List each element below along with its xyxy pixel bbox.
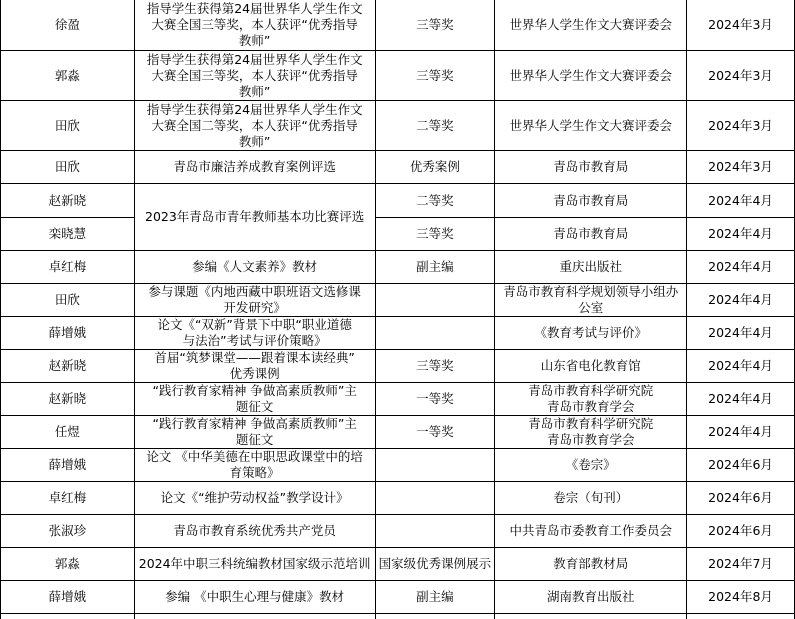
table-row bbox=[1, 614, 795, 619]
text-line: 开发研究》 bbox=[223, 300, 286, 315]
date-text: 2024年4月 bbox=[708, 358, 773, 373]
text-line: 大赛全国三等奖，本人获评“优秀指导 bbox=[151, 67, 358, 83]
date-cell bbox=[687, 449, 795, 482]
organization-cell bbox=[495, 317, 687, 350]
project-cell bbox=[134, 581, 375, 614]
award-cell bbox=[375, 350, 495, 383]
award-cell bbox=[375, 284, 495, 317]
text-line: 参编《人文素养》教材 bbox=[192, 259, 318, 274]
organization-cell bbox=[495, 0, 687, 51]
organization-cell bbox=[495, 51, 687, 101]
project-cell bbox=[134, 151, 375, 184]
text-line: 青岛市教育局 bbox=[553, 226, 629, 241]
project-cell bbox=[134, 0, 375, 51]
table-row bbox=[1, 0, 795, 51]
text-line: 指导学生获得第24届世界华人学生作文 bbox=[146, 51, 363, 67]
organization-cell bbox=[495, 218, 687, 251]
date-cell bbox=[687, 614, 795, 619]
person-name: 张淑珍 bbox=[48, 523, 87, 538]
organization-cell bbox=[495, 284, 687, 317]
award-cell bbox=[375, 151, 495, 184]
name-cell bbox=[1, 0, 135, 51]
text-line: 参编 《中职生心理与健康》教材 bbox=[165, 589, 345, 604]
organization-cell bbox=[495, 151, 687, 184]
table-row bbox=[1, 449, 795, 482]
text-line: 优秀课例 bbox=[229, 366, 280, 381]
award-cell bbox=[375, 317, 495, 350]
organization-cell bbox=[495, 515, 687, 548]
table-row bbox=[1, 184, 795, 218]
date-cell bbox=[687, 284, 795, 317]
text-line: 青岛市教育学会 bbox=[546, 432, 635, 447]
date-cell bbox=[687, 101, 795, 151]
award-cell bbox=[375, 449, 495, 482]
table-row bbox=[1, 101, 795, 151]
award-text: 二等奖 bbox=[416, 117, 454, 133]
project-cell bbox=[134, 251, 375, 284]
date-cell bbox=[687, 317, 795, 350]
person-name: 栾晓慧 bbox=[48, 226, 87, 241]
table-row bbox=[1, 482, 795, 515]
name-cell bbox=[1, 449, 135, 482]
text-line: 题征文 bbox=[235, 399, 274, 414]
date-cell bbox=[687, 0, 795, 51]
award-cell bbox=[375, 614, 495, 619]
text-line: 青岛市教育科学研究院 bbox=[528, 383, 654, 398]
award-cell bbox=[375, 251, 495, 284]
text-line: 教师” bbox=[238, 83, 271, 99]
award-text: 副主编 bbox=[416, 259, 454, 274]
organization-cell bbox=[495, 482, 687, 515]
project-cell bbox=[134, 350, 375, 383]
award-cell bbox=[375, 482, 495, 515]
text-line: 教师” bbox=[238, 32, 271, 48]
award-cell bbox=[375, 515, 495, 548]
date-text: 2024年4月 bbox=[708, 391, 773, 406]
award-cell bbox=[375, 101, 495, 151]
award-text: 一等奖 bbox=[416, 391, 454, 406]
person-name: 徐盈 bbox=[54, 16, 80, 32]
text-line: 世界华人学生作文大赛评委会 bbox=[509, 16, 672, 32]
project-cell bbox=[134, 284, 375, 317]
date-text: 2024年6月 bbox=[708, 523, 773, 538]
date-cell bbox=[687, 350, 795, 383]
name-cell bbox=[1, 350, 135, 383]
text-line: 大赛全国二等奖，本人获评“优秀指导 bbox=[151, 117, 358, 133]
award-cell bbox=[375, 51, 495, 101]
person-name: 卓红梅 bbox=[48, 490, 87, 505]
name-cell bbox=[1, 151, 135, 184]
award-cell bbox=[375, 0, 495, 51]
date-cell bbox=[687, 383, 795, 416]
project-cell bbox=[134, 482, 375, 515]
table-row bbox=[1, 317, 795, 350]
date-cell bbox=[687, 515, 795, 548]
table-row bbox=[1, 218, 795, 251]
name-cell bbox=[1, 614, 135, 619]
text-line: 论文《“维护劳动权益”教学设计》 bbox=[160, 490, 349, 505]
organization-cell bbox=[495, 101, 687, 151]
text-line: 2024年中职三科统编教材国家级示范培训 bbox=[138, 556, 371, 571]
date-text: 2024年6月 bbox=[708, 457, 773, 472]
text-line: “践行教育家精神 争做高素质教师”主 bbox=[152, 383, 357, 398]
award-text: 三等奖 bbox=[416, 226, 454, 241]
text-line: 青岛市教育科学研究院 bbox=[528, 416, 654, 431]
person-name: 赵新晓 bbox=[48, 192, 87, 208]
project-cell bbox=[134, 449, 375, 482]
organization-cell bbox=[495, 251, 687, 284]
award-text: 三等奖 bbox=[416, 358, 454, 373]
project-cell bbox=[134, 317, 375, 350]
name-cell bbox=[1, 383, 135, 416]
organization-cell bbox=[495, 383, 687, 416]
date-text: 2024年6月 bbox=[708, 490, 773, 505]
text-line: 论文《“双新”背景下中职“职业道德 bbox=[157, 317, 352, 332]
text-line: 参与课题《内地西藏中职班语文选修课 bbox=[148, 284, 361, 299]
text-line: 指导学生获得第24届世界华人学生作文 bbox=[146, 0, 363, 16]
text-line: 世界华人学生作文大赛评委会 bbox=[509, 117, 672, 133]
text-line: 题征文 bbox=[235, 432, 274, 447]
name-cell bbox=[1, 251, 135, 284]
table-row bbox=[1, 581, 795, 614]
person-name: 赵新晓 bbox=[48, 391, 87, 406]
date-cell bbox=[687, 416, 795, 449]
text-line: 《教育考试与评价》 bbox=[534, 325, 647, 340]
person-name: 郭淼 bbox=[54, 67, 80, 83]
text-line: 首届“筑梦课堂——跟着课本读经典” bbox=[154, 350, 355, 365]
text-line: 与法治”考试与评价策略》 bbox=[182, 333, 327, 348]
date-text: 2024年4月 bbox=[708, 259, 773, 274]
table-row bbox=[1, 515, 795, 548]
award-cell bbox=[375, 184, 495, 218]
award-text: 副主编 bbox=[416, 589, 454, 604]
person-name: 任煜 bbox=[54, 424, 80, 439]
date-text: 2024年3月 bbox=[708, 16, 773, 32]
project-cell bbox=[134, 101, 375, 151]
project-cell bbox=[134, 383, 375, 416]
award-text: 优秀案例 bbox=[409, 159, 460, 174]
date-text: 2024年3月 bbox=[708, 67, 773, 83]
date-text: 2024年7月 bbox=[708, 556, 773, 571]
table-row bbox=[1, 383, 795, 416]
table-row bbox=[1, 350, 795, 383]
name-cell bbox=[1, 416, 135, 449]
person-name: 卓红梅 bbox=[48, 259, 87, 274]
award-cell bbox=[375, 383, 495, 416]
date-text: 2024年8月 bbox=[708, 589, 773, 604]
date-cell bbox=[687, 581, 795, 614]
person-name: 赵新晓 bbox=[48, 358, 87, 373]
text-line: 世界华人学生作文大赛评委会 bbox=[509, 67, 672, 83]
name-cell bbox=[1, 548, 135, 581]
award-text: 二等奖 bbox=[416, 192, 454, 208]
text-line: 公室 bbox=[578, 300, 604, 315]
date-cell bbox=[687, 251, 795, 284]
project-cell bbox=[134, 515, 375, 548]
text-line: 教育部教材局 bbox=[553, 556, 629, 571]
person-name: 薛增娥 bbox=[48, 589, 87, 604]
name-cell bbox=[1, 515, 135, 548]
table-row bbox=[1, 251, 795, 284]
table-row bbox=[1, 151, 795, 184]
date-cell bbox=[687, 151, 795, 184]
date-cell bbox=[687, 482, 795, 515]
date-text: 2024年4月 bbox=[708, 424, 773, 439]
person-name: 田欣 bbox=[54, 159, 80, 174]
date-text: 2024年4月 bbox=[708, 192, 773, 208]
text-line: 青岛市教育学会 bbox=[546, 399, 635, 414]
date-text: 2024年4月 bbox=[708, 226, 773, 241]
organization-cell bbox=[495, 548, 687, 581]
text-line: 青岛市教育局 bbox=[553, 159, 629, 174]
project-cell bbox=[134, 184, 375, 251]
award-text: 国家级优秀课例展示 bbox=[378, 556, 492, 571]
person-name: 田欣 bbox=[54, 117, 80, 133]
date-text: 2024年3月 bbox=[708, 117, 773, 133]
award-text: 一等奖 bbox=[416, 424, 454, 439]
text-line: 湖南教育出版社 bbox=[546, 589, 635, 604]
name-cell bbox=[1, 581, 135, 614]
organization-cell bbox=[495, 614, 687, 619]
name-cell bbox=[1, 482, 135, 515]
organization-cell bbox=[495, 449, 687, 482]
text-line: 教师” bbox=[238, 133, 271, 149]
text-line: 青岛市教育局 bbox=[553, 192, 629, 208]
project-cell bbox=[134, 548, 375, 581]
name-cell bbox=[1, 284, 135, 317]
name-cell bbox=[1, 51, 135, 101]
organization-cell bbox=[495, 581, 687, 614]
name-cell bbox=[1, 184, 135, 218]
text-line: 中共青岛市委教育工作委员会 bbox=[509, 523, 672, 538]
date-cell bbox=[687, 184, 795, 218]
date-cell bbox=[687, 548, 795, 581]
name-cell bbox=[1, 218, 135, 251]
text-line: 育策略》 bbox=[229, 465, 280, 480]
date-cell bbox=[687, 51, 795, 101]
text-line: 大赛全国三等奖，本人获评“优秀指导 bbox=[151, 16, 358, 32]
organization-cell bbox=[495, 416, 687, 449]
project-cell bbox=[134, 51, 375, 101]
text-line: 青岛市廉洁养成教育案例评选 bbox=[173, 159, 336, 174]
award-cell bbox=[375, 416, 495, 449]
date-cell bbox=[687, 218, 795, 251]
table-row bbox=[1, 51, 795, 101]
award-text: 三等奖 bbox=[416, 16, 454, 32]
text-line: 重庆出版社 bbox=[559, 259, 622, 274]
date-text: 2024年4月 bbox=[708, 325, 773, 340]
text-line: 青岛市教育科学规划领导小组办 bbox=[503, 284, 679, 299]
text-line: 山东省电化教育馆 bbox=[540, 358, 641, 373]
date-text: 2024年3月 bbox=[708, 159, 773, 174]
award-cell bbox=[375, 218, 495, 251]
text-line: 论文 《中华美德在中职思政课堂中的培 bbox=[146, 449, 363, 464]
text-line: 卷宗（旬刊） bbox=[553, 490, 629, 505]
person-name: 薛增娥 bbox=[48, 325, 87, 340]
text-line: 青岛市教育系统优秀共产党员 bbox=[173, 523, 336, 538]
project-cell bbox=[134, 614, 375, 619]
name-cell bbox=[1, 317, 135, 350]
date-text: 2024年4月 bbox=[708, 292, 773, 307]
text-line: 2023年青岛市青年教师基本功比赛评选 bbox=[145, 209, 365, 224]
person-name: 郭淼 bbox=[54, 556, 80, 571]
organization-cell bbox=[495, 350, 687, 383]
project-cell bbox=[134, 416, 375, 449]
organization-cell bbox=[495, 184, 687, 218]
name-cell bbox=[1, 101, 135, 151]
table-row bbox=[1, 416, 795, 449]
award-text: 三等奖 bbox=[416, 67, 454, 83]
award-cell bbox=[375, 581, 495, 614]
text-line: “践行教育家精神 争做高素质教师”主 bbox=[152, 416, 357, 431]
table-row bbox=[1, 548, 795, 581]
table-row bbox=[1, 284, 795, 317]
person-name: 薛增娥 bbox=[48, 457, 87, 472]
text-line: 《卷宗》 bbox=[565, 457, 616, 472]
text-line: 指导学生获得第24届世界华人学生作文 bbox=[146, 101, 363, 117]
award-cell bbox=[375, 548, 495, 581]
person-name: 田欣 bbox=[54, 292, 80, 307]
